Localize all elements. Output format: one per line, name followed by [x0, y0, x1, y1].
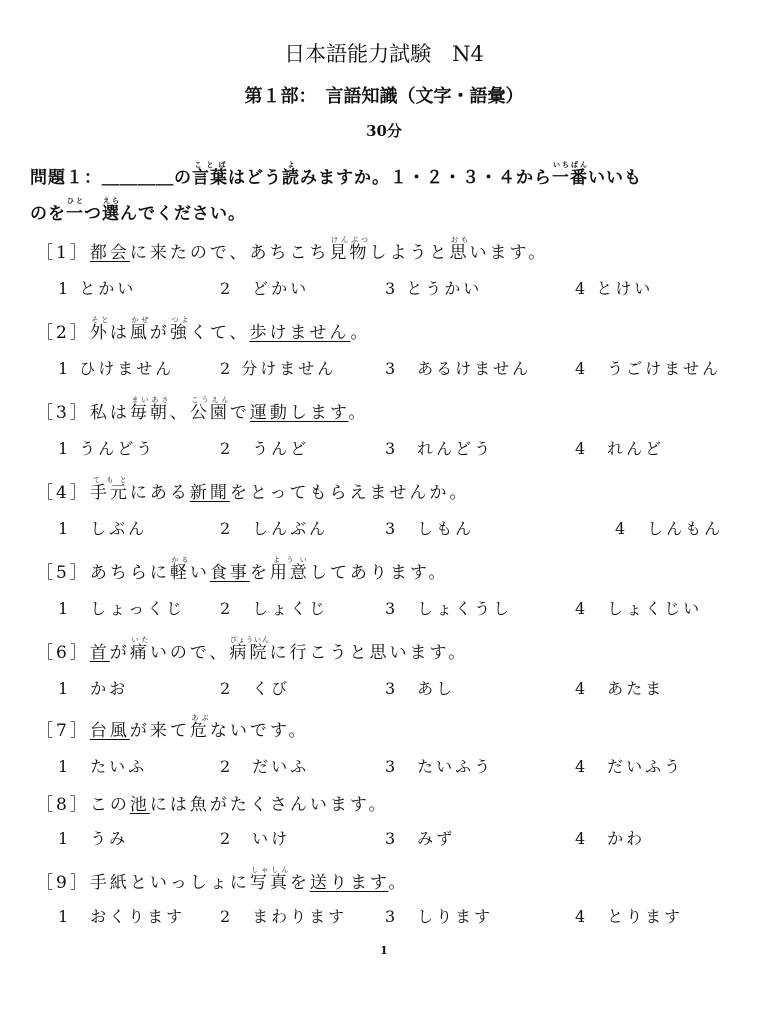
q1-option-3[interactable]: 3 とうかい	[385, 279, 483, 298]
q2-option-2[interactable]: 2 分けません	[220, 359, 337, 378]
q5-option-1[interactable]: 1 しょっくじ	[58, 599, 186, 618]
q5-option-4[interactable]: 4 しょくじい	[575, 599, 703, 618]
q9-option-1[interactable]: 1 おくります	[58, 907, 186, 926]
question-5: ［5］あちらに軽かるい食事を用意よういしてあります。	[36, 556, 449, 583]
q9-option-4[interactable]: 4 とります	[575, 907, 684, 926]
instructions-line-1: 問題１：＿＿＿＿の言葉ことばはどう読よみますか。１・２・３・４から一番いちばんいいも	[30, 160, 642, 188]
instructions-line-2: のを一ひとつ選えらんでください。	[30, 196, 246, 224]
question-6: ［6］首が痛いたいので、病院びょういんに行こうと思います。	[36, 636, 469, 663]
page-number: 1	[380, 944, 388, 957]
q6-option-4[interactable]: 4 あたま	[575, 679, 665, 698]
q4-option-1[interactable]: 1 しぶん	[58, 519, 148, 538]
question-7: ［7］台風が来て危あぶないです。	[36, 714, 309, 741]
page-title: 日本語能力試験 N4	[284, 42, 484, 66]
question-2: ［2］外そとは風かぜが強つよくて、歩けません。	[36, 316, 371, 343]
time-limit: 30分	[366, 122, 402, 140]
q3-option-2[interactable]: 2 うんど	[220, 439, 310, 458]
q4-option-2[interactable]: 2 しんぶん	[220, 519, 329, 538]
q7-option-1[interactable]: 1 たいふ	[58, 757, 148, 776]
q8-option-4[interactable]: 4 かわ	[575, 829, 646, 848]
q8-option-1[interactable]: 1 うみ	[58, 829, 129, 848]
q7-option-4[interactable]: 4 だいふう	[575, 757, 684, 776]
instr-text: 問題１：＿＿＿＿の	[30, 168, 192, 188]
q8-option-3[interactable]: 3 みず	[385, 829, 456, 848]
q3-option-4[interactable]: 4 れんど	[575, 439, 665, 458]
question-1: ［1］都会に来たので、あちこち見物けんぶつしようと思おもいます。	[36, 236, 549, 263]
question-9: ［9］手紙といっしょに写真しゃしんを送ります。	[36, 866, 409, 893]
q8-option-2[interactable]: 2 いけ	[220, 829, 291, 848]
question-3: ［3］私は毎朝まいあさ、公園こうえんで運動します。	[36, 396, 369, 423]
section-subtitle: 第１部： 言語知識（文字・語彙）	[244, 86, 524, 107]
q6-option-1[interactable]: 1 かお	[58, 679, 129, 698]
q2-option-1[interactable]: 1 ひけません	[58, 359, 175, 378]
q1-option-2[interactable]: 2 どかい	[220, 279, 310, 298]
q5-option-3[interactable]: 3 しょくうし	[385, 599, 513, 618]
question-4: ［4］手元てもとにある新聞をとってもらえませんか。	[36, 476, 470, 503]
q7-option-2[interactable]: 2 だいふ	[220, 757, 310, 776]
q5-option-2[interactable]: 2 しょくじ	[220, 599, 329, 618]
q9-option-2[interactable]: 2 まわります	[220, 907, 348, 926]
q3-option-3[interactable]: 3 れんどう	[385, 439, 494, 458]
instr-ruby: 言葉ことば	[192, 160, 228, 188]
q1-option-1[interactable]: 1 とかい	[58, 279, 137, 298]
q1-option-4[interactable]: 4 とけい	[575, 279, 654, 298]
q2-option-3[interactable]: 3 あるけません	[385, 359, 532, 378]
q2-option-4[interactable]: 4 うごけません	[575, 359, 722, 378]
q6-option-3[interactable]: 3 あし	[385, 679, 456, 698]
q9-option-3[interactable]: 3 しります	[385, 907, 494, 926]
q3-option-1[interactable]: 1 うんどう	[58, 439, 156, 458]
q4-option-4[interactable]: 4 しんもん	[615, 519, 724, 538]
q6-option-2[interactable]: 2 くび	[220, 679, 291, 698]
question-8: ［8］この池には魚がたくさんいます。	[36, 795, 389, 815]
q4-option-3[interactable]: 3 しもん	[385, 519, 475, 538]
q7-option-3[interactable]: 3 たいふう	[385, 757, 494, 776]
